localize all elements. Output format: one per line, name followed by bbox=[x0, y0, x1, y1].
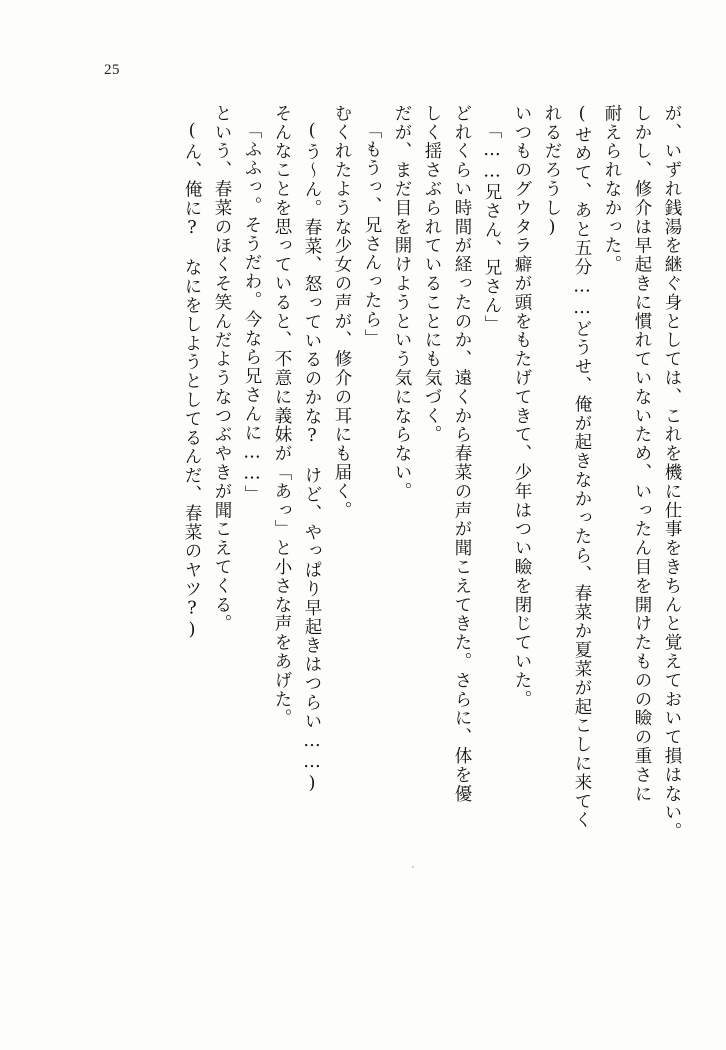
paper-speck bbox=[412, 866, 414, 868]
text-column: だが、まだ目を開けようという気にならない。 bbox=[392, 104, 412, 501]
text-column: どれくらい時間が経ったのか、遠くから春菜の声が聞こえてきた。さらに、体を優 bbox=[452, 104, 472, 804]
text-column: (せめて、あと五分……どうせ、俺が起きなかったら、春菜か夏菜が起こしに来てく bbox=[572, 104, 592, 830]
text-column: しく揺さぶられていることにも気づく。 bbox=[422, 104, 442, 445]
vertical-text-body bbox=[58, 104, 680, 914]
text-column: いつものグウタラ癖が頭をもたげてきて、少年はつい瞼を閉じていた。 bbox=[512, 104, 532, 709]
text-column: 「……兄さん、兄さん」 bbox=[482, 121, 502, 334]
page-number: 25 bbox=[104, 62, 120, 78]
text-column: (ん、俺に? なにをしようとしてるんだ、春菜のヤツ?) bbox=[182, 121, 202, 642]
text-column: (う～ん。春菜、怒っているのかな? けど、やっぱり早起きはつらい……) bbox=[302, 121, 322, 795]
text-column: 「ふふっ。そうだわ。今なら兄さんに……」 bbox=[242, 121, 262, 504]
text-column: という、春菜のほくそ笑んだようなつぶやきが聞こえてくる。 bbox=[212, 104, 232, 634]
text-column: が、いずれ銭湯を継ぐ身としては、これを機に仕事をきちんと覚えておいて損はない。 bbox=[662, 104, 682, 842]
text-column: むくれたような少女の声が、修介の耳にも届く。 bbox=[332, 104, 352, 520]
text-column: 耐えられなかった。 bbox=[602, 104, 622, 275]
paper-speck bbox=[300, 492, 301, 493]
text-column: 「もうっ、兄さんったら」 bbox=[362, 121, 382, 348]
text-column: そんなことを思っていると、不意に義妹が「あっ」と小さな声をあげた。 bbox=[272, 104, 292, 728]
text-column: しかし、修介は早起きに慣れていないため、いったん目を開けたものの瞼の重さに bbox=[632, 104, 652, 804]
text-column: れるだろうし) bbox=[542, 104, 562, 239]
